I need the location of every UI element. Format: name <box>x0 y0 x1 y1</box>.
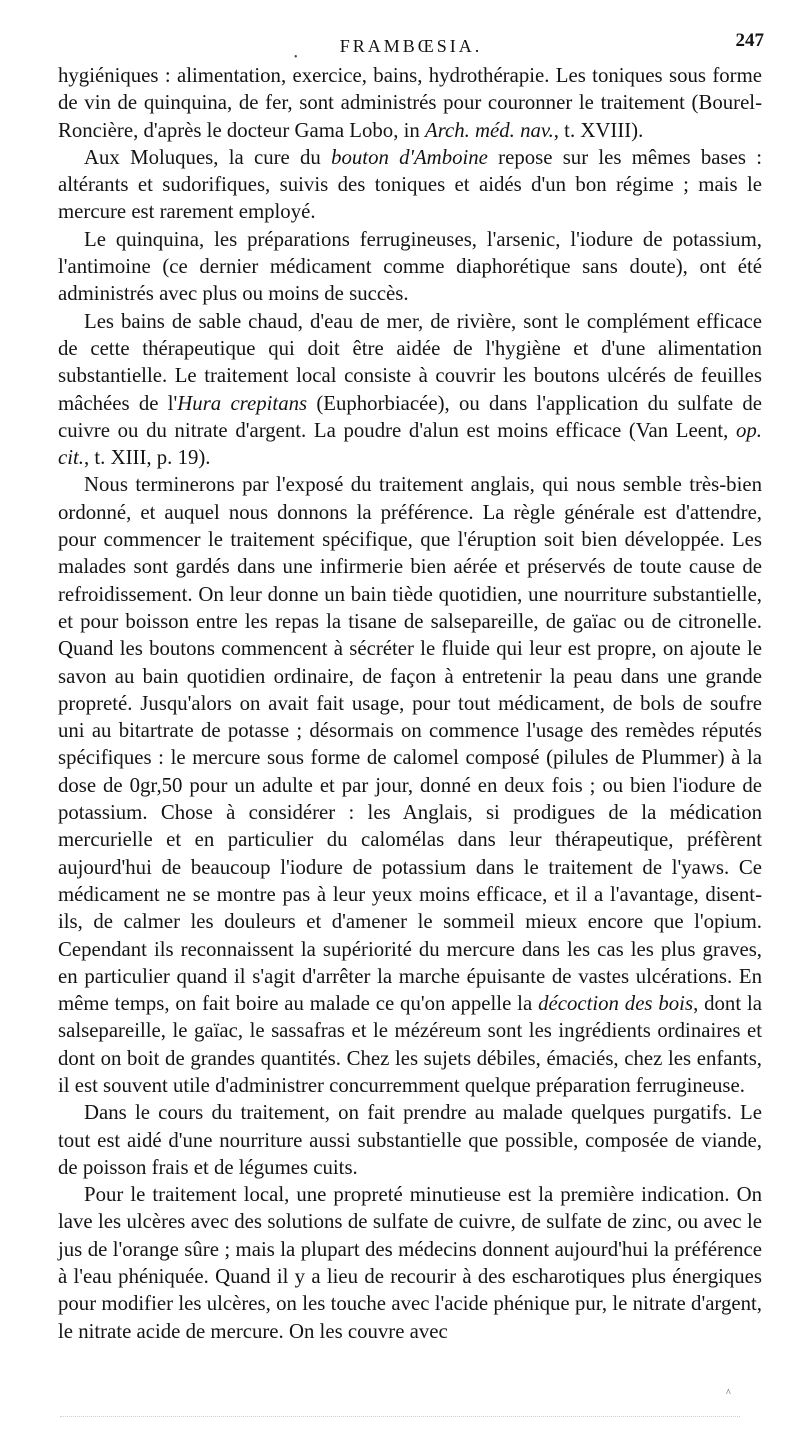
text-segment: repose sur les mêmes bases : altérants et sudorifiques, suivis des toniques et aidés d'un bon régime ; mais le mercure est rarement employé. <box>58 145 762 224</box>
italic-text: Hura crepitans <box>177 391 308 415</box>
text-segment: Aux Moluques, la cure du <box>84 145 332 169</box>
scan-artifact-line <box>60 1416 740 1421</box>
italic-text: bouton d'Amboine <box>331 145 488 169</box>
page-number: 247 <box>735 30 764 51</box>
text-segment: Nous terminerons par l'exposé du traitement anglais, qui nous semble très-bien ordonné, et auquel nous donnons la préférence. La règle générale est d'attendre, pour commencer le traitement spécifique, que l'éruption soit bien développée. Les malades sont gardés dans une infirmerie bien aérée et préservés de toute cause de refroidissement. On leur donne un bain tiède quotidien, une nourriture substantielle, et pour boisson entre les repas la tisane de salsepareille, de gaïac ou de citronelle. Quand les boutons commencent à sécréter le fluide qui leur est propre, on ajoute le savon au bain quotidien ordinaire, de façon à entretenir la peau dans une grande propreté. Jusqu'alors on avait fait usage, pour tout médicament, de bols de soufre uni au bitartrate de potasse ; désormais on commence l'usage des remèdes réputés spécifiques : le mercure sous forme de calomel composé (pilules de Plummer) à la dose de 0gr,50 pour un adulte et par jour, donné en deux fois ; ou bien l'iodure de potassium. Chose à considérer : les Anglais, si prodigues de la médication mercurielle et en particulier du calomélas dans leur thérapeutique, préfèrent aujourd'hui de beaucoup l'iodure de potassium dans le traitement de l'yaws. Ce médicament ne se montre pas à leur yeux moins efficace, et il a l'avantage, disent-ils, de calmer les douleurs et d'amener le sommeil mieux encore que l'opium. Cependant ils reconnaissent la supériorité du mercure dans les cas les plus graves, en particulier quand il s'agit d'arrêter la marche épuisante de vastes ulcérations. En même temps, on fait boire au malade ce qu'on appelle la <box>58 473 762 1016</box>
body-text <box>58 62 762 1345</box>
page-header <box>58 28 764 62</box>
text-segment: Dans le cours du traitement, on fait prendre au malade quelques purgatifs. Le tout est aidé d'une nourriture aussi substantielle que possible, composée de viande, de poisson frais et de légumes cuits. <box>58 1101 762 1179</box>
paragraph <box>58 471 762 1099</box>
text-segment: Pour le traitement local, une propreté minutieuse est la première indication. On lave les ulcères avec des solutions de sulfate de cuivre, de sulfate de zinc, ou avec le jus de l'orange sûre ; mais la plupart des médecins donnent aujourd'hui la préférence à l'eau phéniquée. Quand il y a lieu de recourir à des escharotiques plus énergiques pour modifier les ulcères, on les touche avec l'acide phénique pur, le nitrate d'argent, le nitrate acide de mercure. On les couvre avec <box>58 1183 762 1343</box>
text-segment: Le quinquina, les préparations ferrugineuses, l'arsenic, l'iodure de potassium, l'antimoine (ce dernier médicament comme diaphorétique sans doute), ont été administrés avec plus ou moins de succès. <box>58 227 762 306</box>
italic-text: décoction des bois <box>538 992 694 1016</box>
text-segment: , t. XIII, p. 19). <box>84 446 211 470</box>
ink-speck: ^ <box>726 1388 731 1399</box>
paragraph <box>58 226 762 308</box>
italic-text: op. cit. <box>58 418 762 470</box>
text-segment: hygiéniques : alimentation, exercice, bains, hydrothérapie. Les toniques sous forme de vin de quinquina, de fer, sont administrés pour couronner le traitement (Bourel-Roncière, d'après le docteur Gama Lobo, in <box>58 64 762 142</box>
text-segment: , t. XVIII). <box>553 118 644 142</box>
italic-text: Arch. méd. nav. <box>424 118 554 142</box>
paragraph <box>58 62 762 144</box>
text-segment: Les bains de sable chaud, d'eau de mer, de rivière, sont le complément efficace de cette thérapeutique qui doit être aidée de l'hygiène et d'une alimentation substantielle. Le traitement local consiste à couvrir les boutons ulcérés de feuilles mâchées de l' <box>58 309 762 415</box>
paragraph <box>58 308 762 472</box>
ink-speck: • <box>294 52 298 63</box>
paragraph <box>58 1181 762 1345</box>
text-segment: , dont la salsepareille, le gaïac, le sassafras et le mézéreum sont les ingrédients ordinaires et dont on boit de grandes quantités. Chez les sujets débiles, émaciés, chez les enfants, il est souvent utile d'administrer concurremment quelque préparation ferrugineuse. <box>58 992 762 1097</box>
running-title: FRAMBŒSIA. <box>339 36 483 56</box>
paragraph <box>58 144 762 226</box>
text-segment: (Euphorbiacée), ou dans l'application du sulfate de cuivre ou du nitrate d'argent. La poudre d'alun est moins efficace (Van Leent, <box>58 391 762 442</box>
paragraph <box>58 1099 762 1181</box>
